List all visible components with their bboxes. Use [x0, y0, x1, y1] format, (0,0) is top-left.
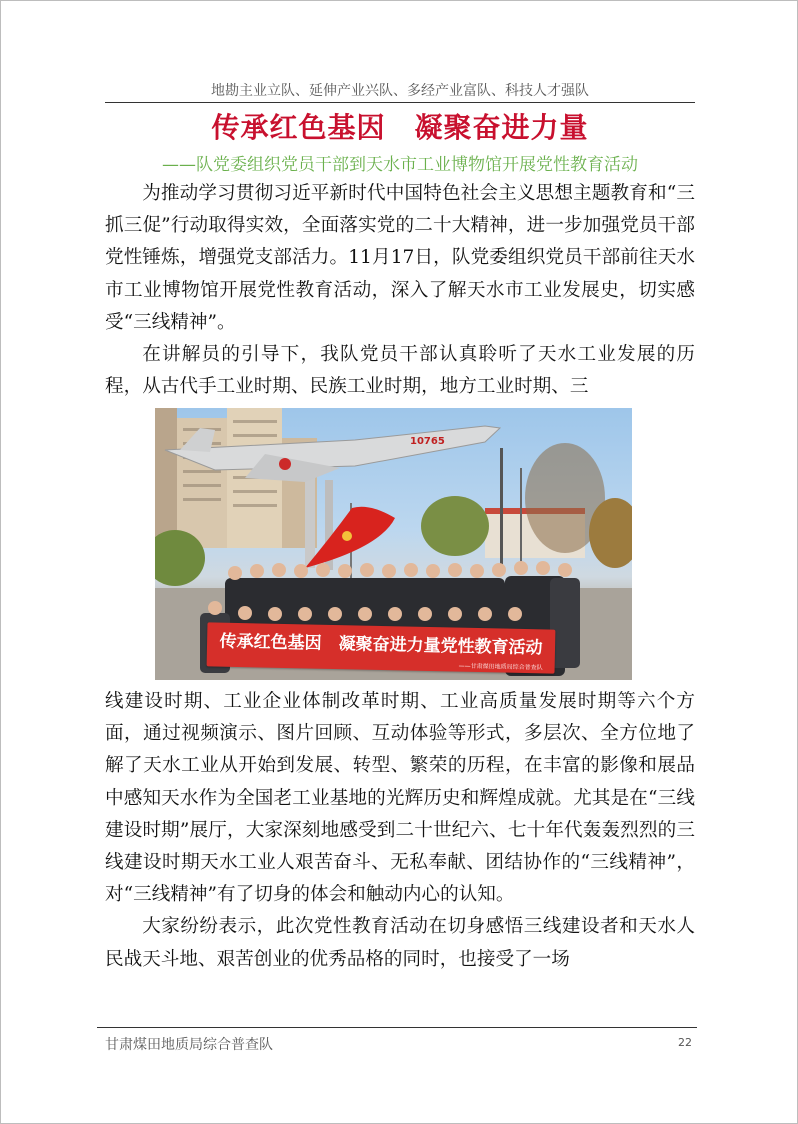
banner-text: 传承红色基因 凝聚奋进力量党性教育活动 — [219, 631, 543, 659]
building — [155, 408, 177, 548]
event-banner — [207, 622, 556, 673]
page-number: 22 — [678, 1036, 692, 1049]
running-header: 地勘主业立队、延伸产业兴队、多经产业富队、科技人才强队 — [211, 83, 589, 99]
jet-number: 10765 — [410, 436, 445, 447]
paragraph: 线建设时期、工业企业体制改革时期、工业高质量发展时期等六个方面，通过视频演示、图片回顾、互动体验等形式，多层次、全方位地了解了天水工业从开始到发展、转型、繁荣的历程，在丰富的影像和展品中感知天水作为全国老工业基地的光辉历史和辉煌成就。尤其是在“三线建设时期”展厅，大家深刻地感受到二十世纪六、七十年代轰轰烈烈的三线建设时期天水工业人艰苦奋斗、无私奉献、团结协作的“三线精神”，对“三线精神”有了切身的体会和触动内心的认知。 — [105, 691, 695, 906]
body-text-after-photo — [105, 686, 695, 976]
paragraph: 在讲解员的引导下，我队党员干部认真聆听了天水工业发展的历程，从古代手工业时期、民族工业时期，地方工业时期、三 — [105, 344, 695, 398]
group-photo — [155, 408, 632, 680]
tree — [421, 496, 489, 556]
footer-divider — [97, 1027, 697, 1028]
paragraph: 为推动学习贯彻习近平新时代中国特色社会主义思想主题教育和“三抓三促”行动取得实效，全面落实党的二十大精神，进一步加强党员干部党性锤炼，增强党支部活力。11月17日，队党委组织党员干部前往天水市工业博物馆开展党性教育活动，深入了解天水市工业发展史，切实感受“三线精神”。 — [105, 183, 695, 333]
footer-organization: 甘肃煤田地质局综合普查队 — [105, 1037, 273, 1053]
header-divider — [105, 102, 695, 103]
article-subtitle: ——队党委组织党员干部到天水市工业博物馆开展党性教育活动 — [162, 155, 638, 175]
banner-subtext: ——甘肃煤田地质局综合普查队 — [458, 662, 543, 672]
body-text-before-photo — [105, 178, 695, 403]
paragraph: 大家纷纷表示，此次党性教育活动在切身感悟三线建设者和天水人民战天斗地、艰苦创业的优秀品格的同时，也接受了一场 — [105, 916, 695, 970]
article-title: 传承红色基因 凝聚奋进力量 — [211, 111, 589, 144]
